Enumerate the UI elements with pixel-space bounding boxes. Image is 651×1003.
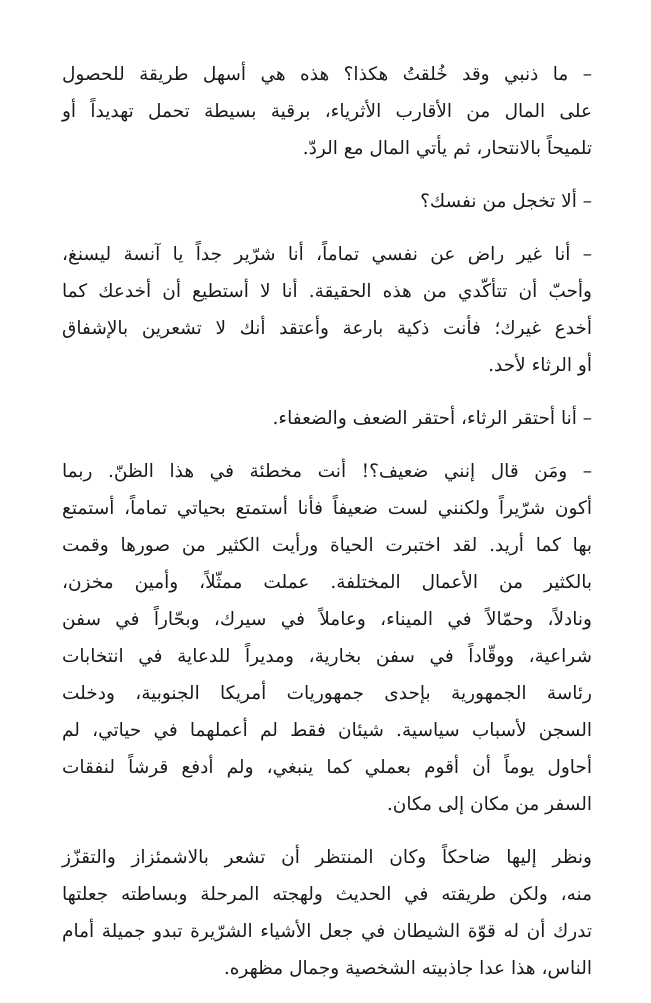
text-line: تدرك أن له قوّة الشيطان في جعل الأشياء الشرّيرة تبدو جميلة أمام [62,921,592,942]
text-line: رئاسة الجمهورية بإحدى جمهوريات أمريكا الجنوبية، ودخلت [62,683,592,704]
paragraph [62,839,592,987]
text-line: – ومَن قال إنني ضعيف؟! أنت مخطئة في هذا الظنّ. ربما [62,461,592,482]
paragraph [62,56,592,167]
text-line: أخدع غيرك؛ فأنت ذكية بارعة وأعتقد أنك لا تشعرين بالإشفاق [62,318,592,339]
book-page [62,56,592,1003]
text-line: على المال من الأقارب الأثرياء، برقية بسيطة تحمل تهديداً أو [62,101,592,122]
paragraph [62,453,592,823]
text-line: ونادلاً، وحمّالاً في الميناء، وعاملاً في سيرك، وبحّاراً في سفن [62,609,592,630]
paragraph [62,236,592,384]
text-line: – أنا أحتقر الرثاء، أحتقر الضعف والضعفاء. [272,408,592,429]
text-line: بها كما أريد. لقد اختبرت الحياة ورأيت الكثير من صورها وقمت [62,535,592,556]
text-line: ونظر إليها ضاحكاً وكان المنتظر أن تشعر بالاشمئزاز والتقزّز [62,847,592,868]
text-line: – ما ذنبي وقد خُلقتُ هكذا؟ هذه هي أسهل طريقة للحصول [62,64,592,85]
text-line: أحاول يوماً أن أقوم بعملي كما ينبغي، ولم أدفع قرشاً لنفقات [62,757,592,778]
text-line: أو الرثاء لأحد. [488,355,592,376]
text-line: منه، ولكن طريقته في الحديث ولهجته المرحلة وبساطته جعلتها [62,884,592,905]
text-line: شراعية، ووقّاداً في سفن بخارية، ومديراً للدعاية في انتخابات [62,646,592,667]
text-line: تلميحاً بالانتحار، ثم يأتي المال مع الردّ. [302,138,592,159]
text-line: أكون شرّيراً ولكنني لست ضعيفاً فأنا أستمتع بحياتي تماماً، أستمتع [62,498,592,519]
paragraph [62,400,592,437]
text-line: وأحبّ أن تتأكّدي من هذه الحقيقة. أنا لا أستطيع أن أخدعك كما [62,281,592,302]
text-line: الناس، هذا عدا جاذبيته الشخصية وجمال مظهره. [223,958,592,979]
text-line: – ألا تخجل من نفسك؟ [420,191,592,212]
paragraph [62,183,592,220]
text-line: السفر من مكان إلى مكان. [386,794,592,815]
text-line: بالكثير من الأعمال المختلفة. عملت ممثّلاً، وأمين مخزن، [62,572,592,593]
text-line: السجن لأسباب سياسية. شيئان فقط لم أعملهما في حياتي، لم [62,720,592,741]
text-line: – أنا غير راض عن نفسي تماماً، أنا شرّير جداً يا آنسة ليسنغ، [62,244,592,265]
